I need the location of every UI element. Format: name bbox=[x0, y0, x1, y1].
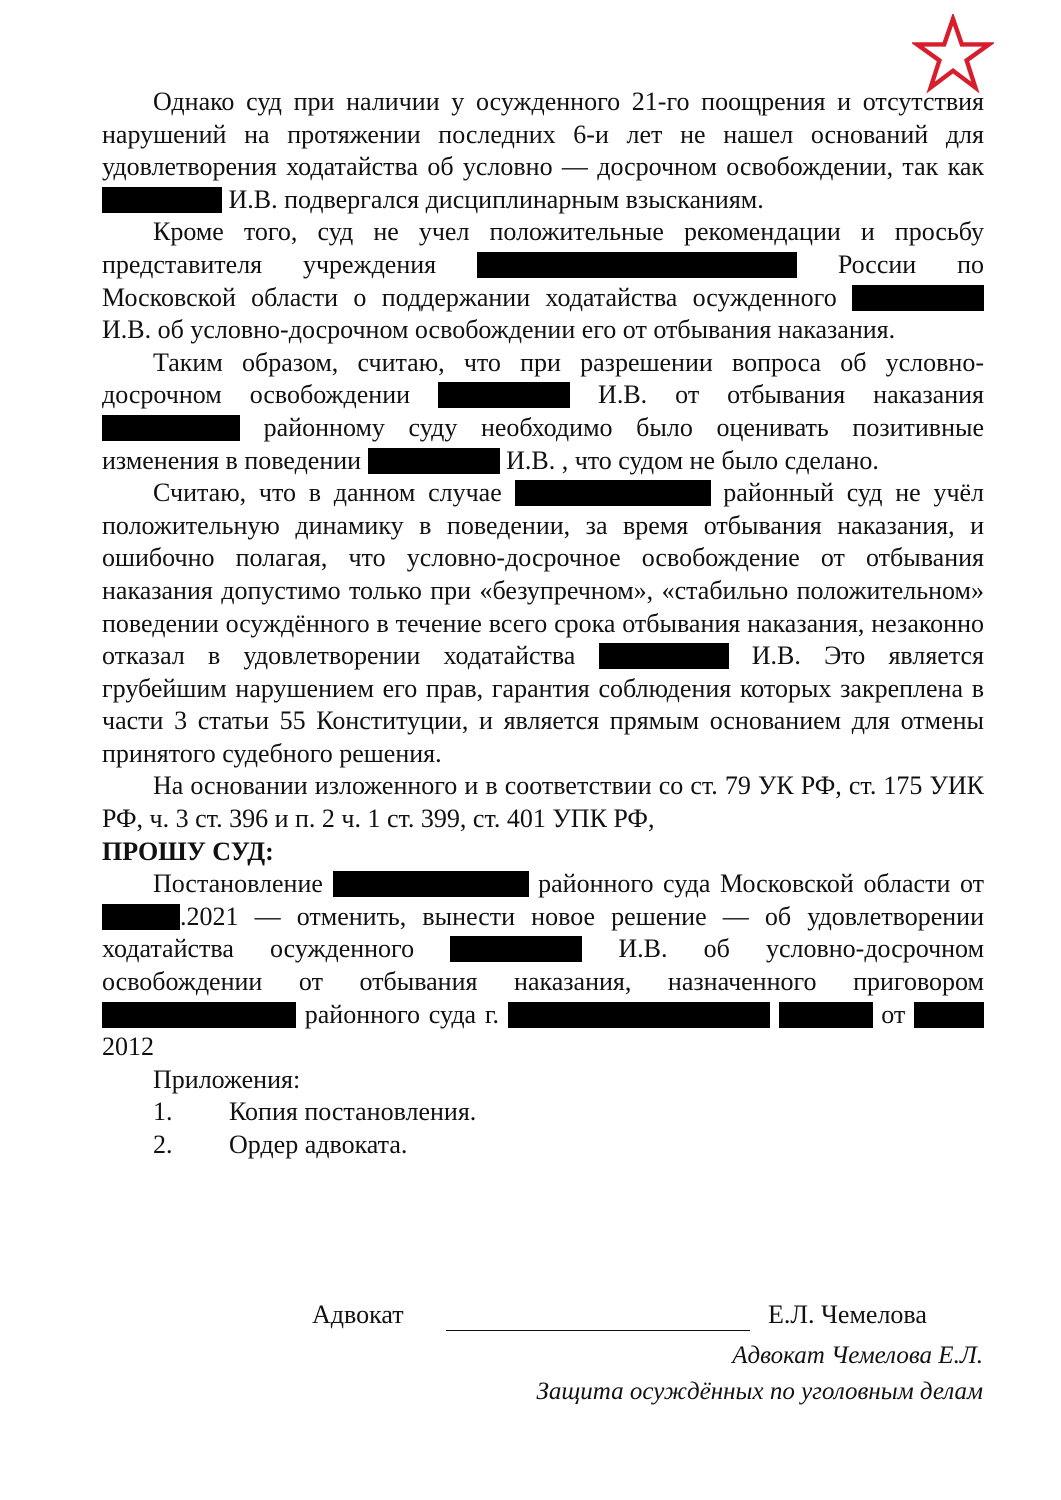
redacted-institution bbox=[477, 252, 797, 278]
paragraph-3: Таким образом, считаю, что при разрешении вопроса об условно-досрочном освобождении И.В. от отбывания наказания районному суду необходимо было оценивать позитивные изменения в поведении И.В. , что судом не было сделано. bbox=[102, 347, 984, 475]
attachments-list bbox=[102, 1096, 984, 1161]
redacted-court bbox=[102, 415, 240, 441]
red-star-outline-icon bbox=[912, 14, 994, 94]
paragraph-6: Постановление районного суда Московской области от .2021 — отменить, вынести новое решение — об удовлетворении ходатайства осужденного И.В. об условно-досрочном освобождении от отбывания наказания, назначенного приговором районного суда г. от 2012 bbox=[102, 869, 985, 1062]
document-body bbox=[102, 86, 984, 1162]
redacted-court bbox=[515, 480, 711, 506]
footer-line-1: Адвокат Чемелова Е.Л. bbox=[732, 1342, 983, 1369]
redacted-name bbox=[438, 382, 570, 408]
list-item: 2. Ордер адвоката. bbox=[153, 1130, 408, 1159]
redacted-court bbox=[333, 871, 529, 897]
redacted-name bbox=[450, 936, 582, 962]
redacted-name bbox=[368, 448, 500, 474]
paragraph-2: Кроме того, суд не учел положительные рекомендации и просьбу представителя учреждения России по Московской области о поддержании ходатайства осужденного И.В. об условно-досрочном освобождении его от отбывания наказания. bbox=[102, 217, 984, 345]
redacted-city bbox=[508, 1002, 770, 1028]
redacted-court bbox=[102, 1002, 296, 1028]
paragraph-4: Считаю, что в данном случае районный суд не учёл положительную динамику в поведении, за время отбывания наказания, и ошибочно полагая, что условно-досрочное освобождение от отбывания наказания допустимо только при «безупречном», «стабильно положительном» поведении осуждённого в течение всего срока отбывания наказания, незаконно отказал в удовлетворении ходатайства И.В. Это является грубейшим нарушением его прав, гарантия соблюдения которых закреплена в части 3 статьи 55 Конституции, и является прямым основанием для отмены принятого судебного решения. bbox=[102, 478, 985, 768]
redacted-date bbox=[779, 1002, 873, 1028]
redacted-name bbox=[599, 643, 729, 669]
request-heading: ПРОШУ СУД: bbox=[102, 836, 274, 866]
redacted-name bbox=[102, 187, 222, 213]
list-item: 1. Копия постановления. bbox=[153, 1097, 477, 1127]
footer-line-2: Защита осуждённых по уголовным делам bbox=[536, 1378, 983, 1405]
signature-role: Адвокат bbox=[312, 1300, 404, 1329]
redacted-date bbox=[914, 1002, 984, 1028]
signature-line bbox=[446, 1330, 750, 1331]
signature-name: Е.Л. Чемелова bbox=[768, 1300, 927, 1329]
paragraph-1: Однако суд при наличии у осужденного 21-го поощрения и отсутствия нарушений на протяжении последних 6-и лет не нашел оснований для удовлетворения ходатайства об условно — досрочном освобождении, так как И.В. подвергался дисциплинарным взысканиям. bbox=[102, 87, 984, 214]
signature-block bbox=[312, 1300, 972, 1336]
footer bbox=[537, 1338, 984, 1410]
paragraph-5: На основании изложенного и в соответствии со ст. 79 УК РФ, ст. 175 УИК РФ, ч. 3 ст. 396 и п. 2 ч. 1 ст. 399, ст. 401 УПК РФ, bbox=[102, 771, 984, 834]
attachments-title: Приложения: bbox=[153, 1064, 301, 1094]
redacted-date bbox=[102, 904, 180, 930]
redacted-name bbox=[852, 285, 984, 311]
